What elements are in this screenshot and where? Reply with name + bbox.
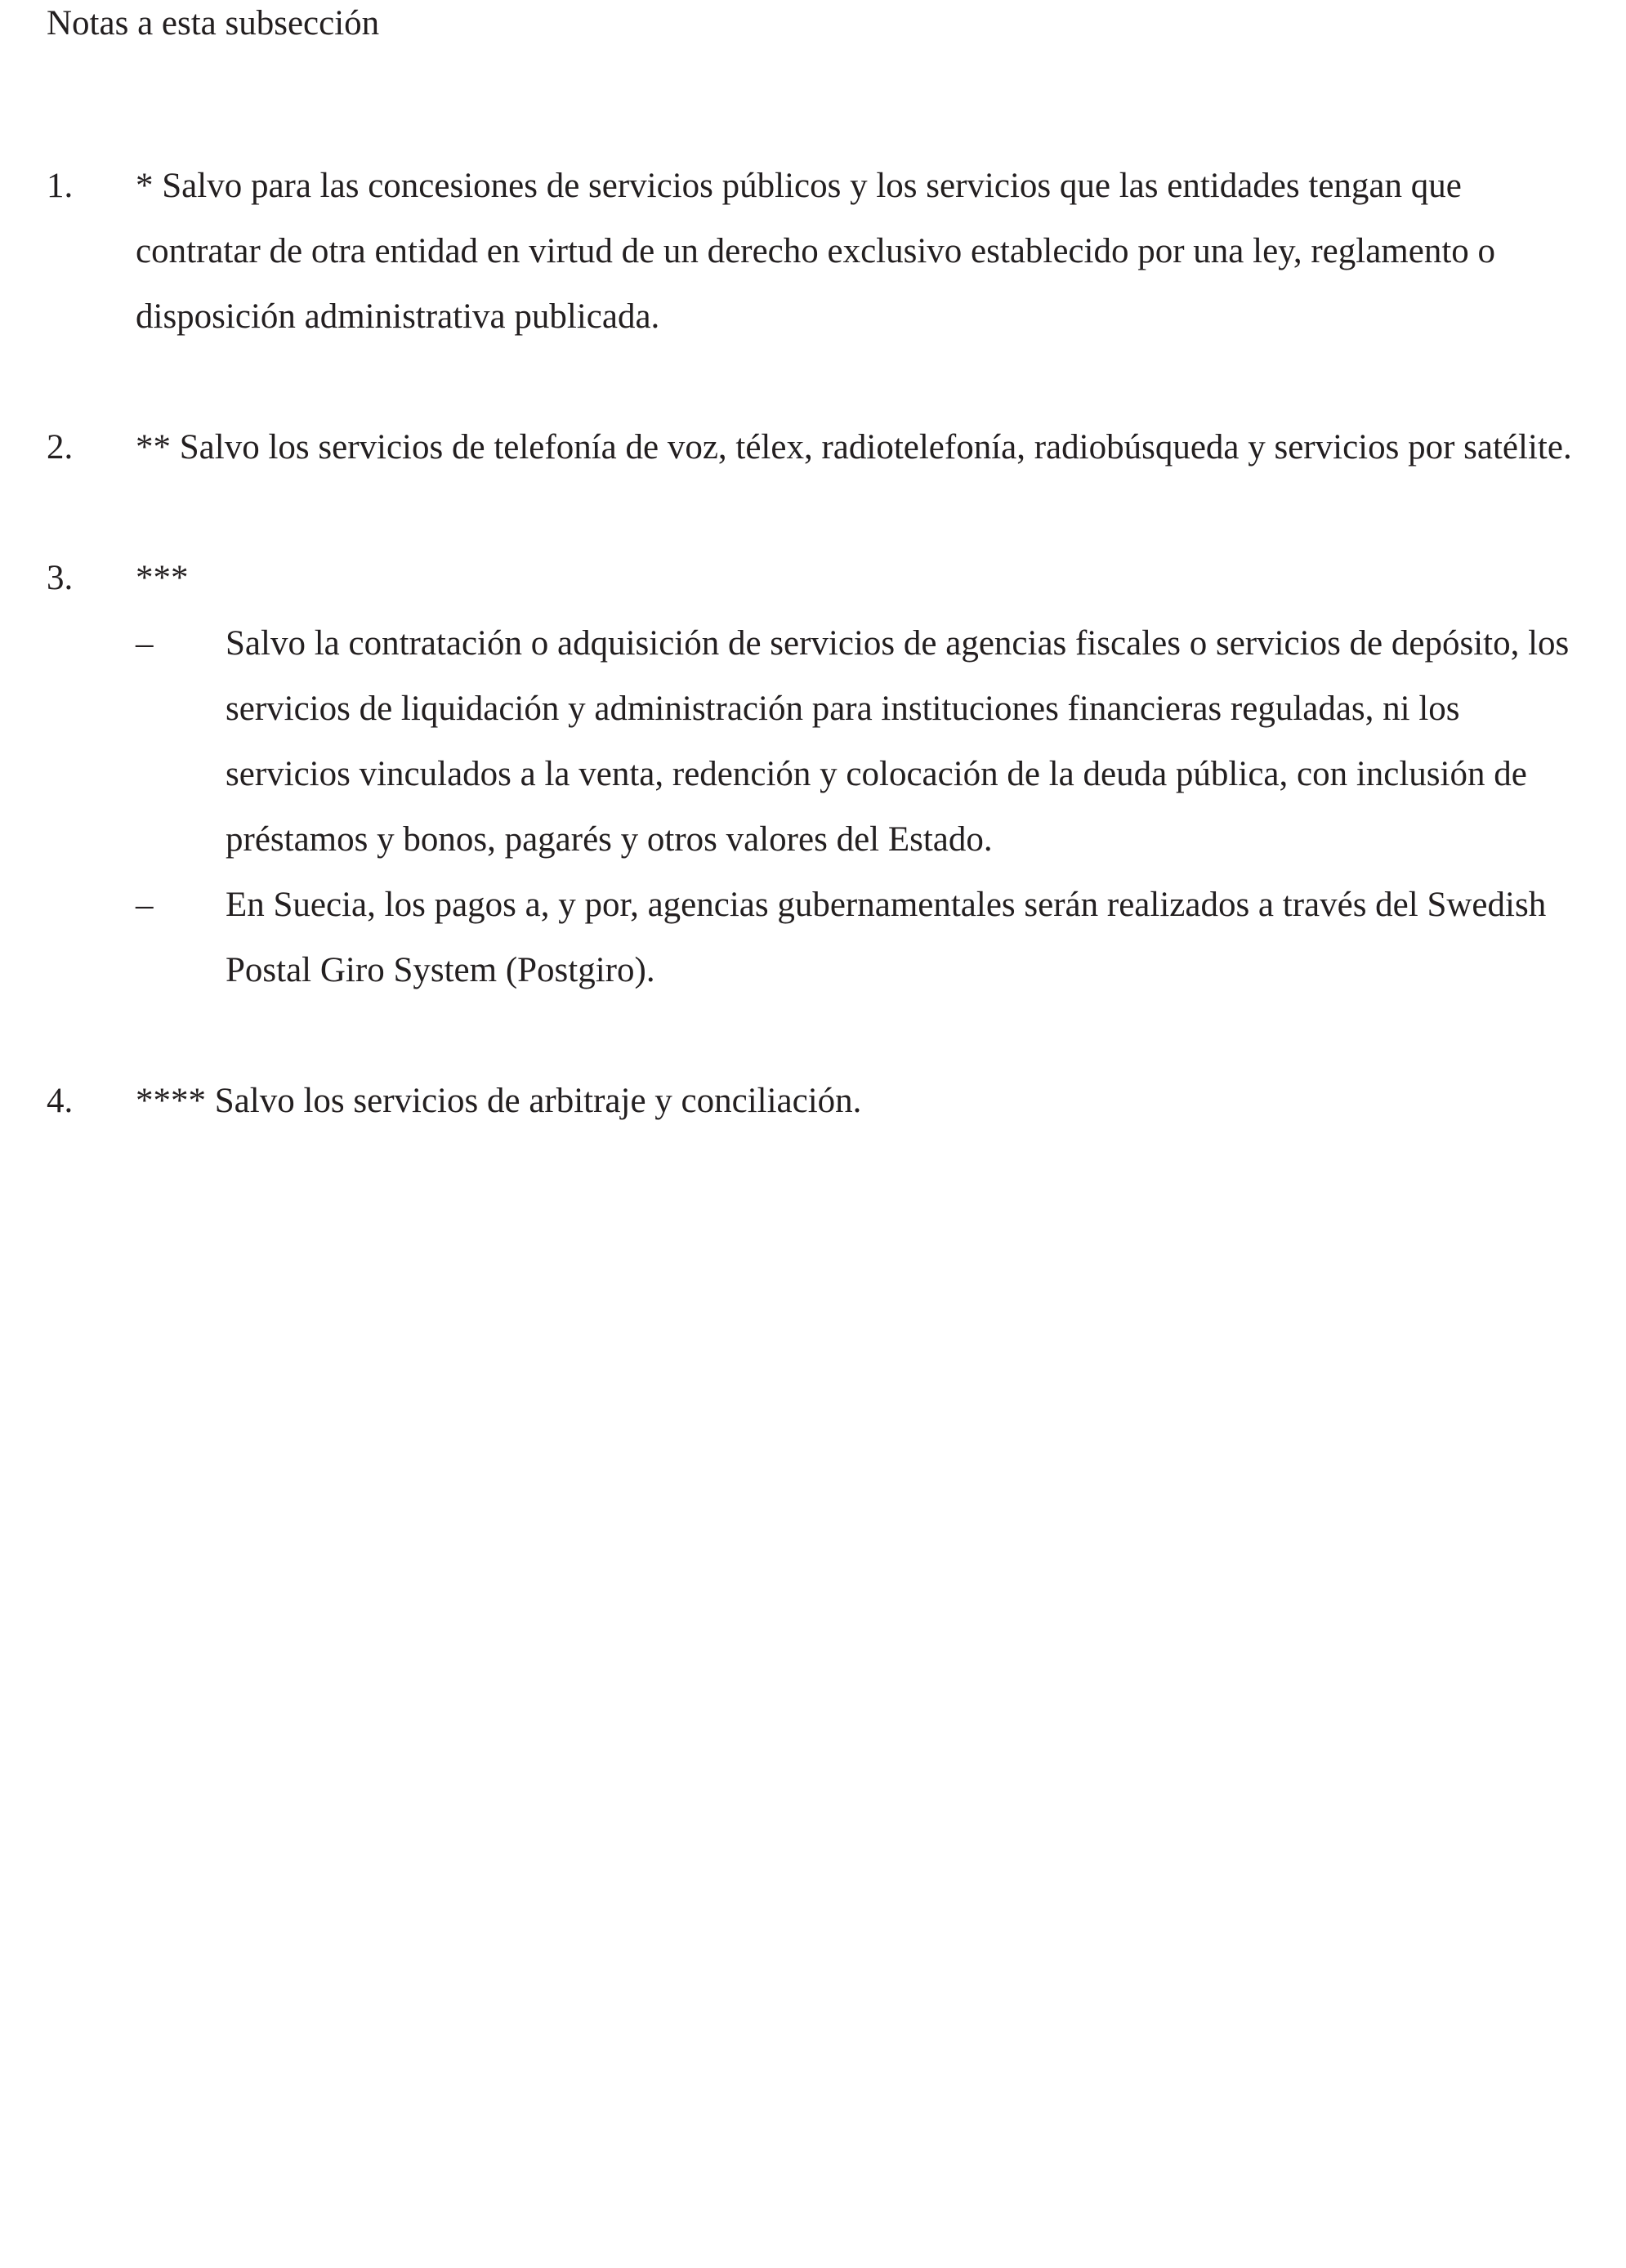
note-item-4 (47, 1069, 1591, 1134)
document-page (47, 0, 1591, 1134)
dash-bullet: – (136, 624, 154, 663)
dash-bullet: – (136, 886, 154, 924)
note-item-1 (47, 154, 1591, 350)
subitem-text: En Suecia, los pagos a, y por, agencias gubernamentales serán realizados a través del Swedish Postal Giro System (Postgiro). (226, 886, 1547, 989)
note-subitem (136, 611, 1591, 873)
note-text: * Salvo para las concesiones de servicios públicos y los servicios que las entidades tengan que contratar de otra entidad en virtud de un derecho exclusivo establecido por una ley, reglamento o disposición administrativa publicada. (136, 167, 1496, 336)
note-subitems (136, 611, 1591, 1003)
section-heading: Notas a esta subsección (47, 4, 380, 42)
note-text: **** Salvo los servicios de arbitraje y conciliación. (136, 1082, 862, 1120)
subitem-text: Salvo la contratación o adquisición de servicios de agencias fiscales o servicios de depósito, los servicios de liquidación y administración para instituciones financieras reguladas, ni los servicios vinculados a la venta, redención y colocación de la deuda pública, con inclusión de préstamos y bonos, pagarés y otros valores del Estado. (226, 624, 1570, 859)
note-number: 2. (47, 428, 74, 467)
note-item-3 (47, 546, 1591, 1003)
note-text: *** (136, 559, 189, 597)
note-number: 3. (47, 559, 74, 597)
notes-list (47, 154, 1591, 1134)
note-number: 1. (47, 167, 74, 205)
note-number: 4. (47, 1082, 74, 1120)
note-text: ** Salvo los servicios de telefonía de voz, télex, radiotelefonía, radiobúsqueda y servicios por satélite. (136, 428, 1572, 467)
note-item-2 (47, 415, 1591, 480)
note-subitem (136, 873, 1591, 1003)
